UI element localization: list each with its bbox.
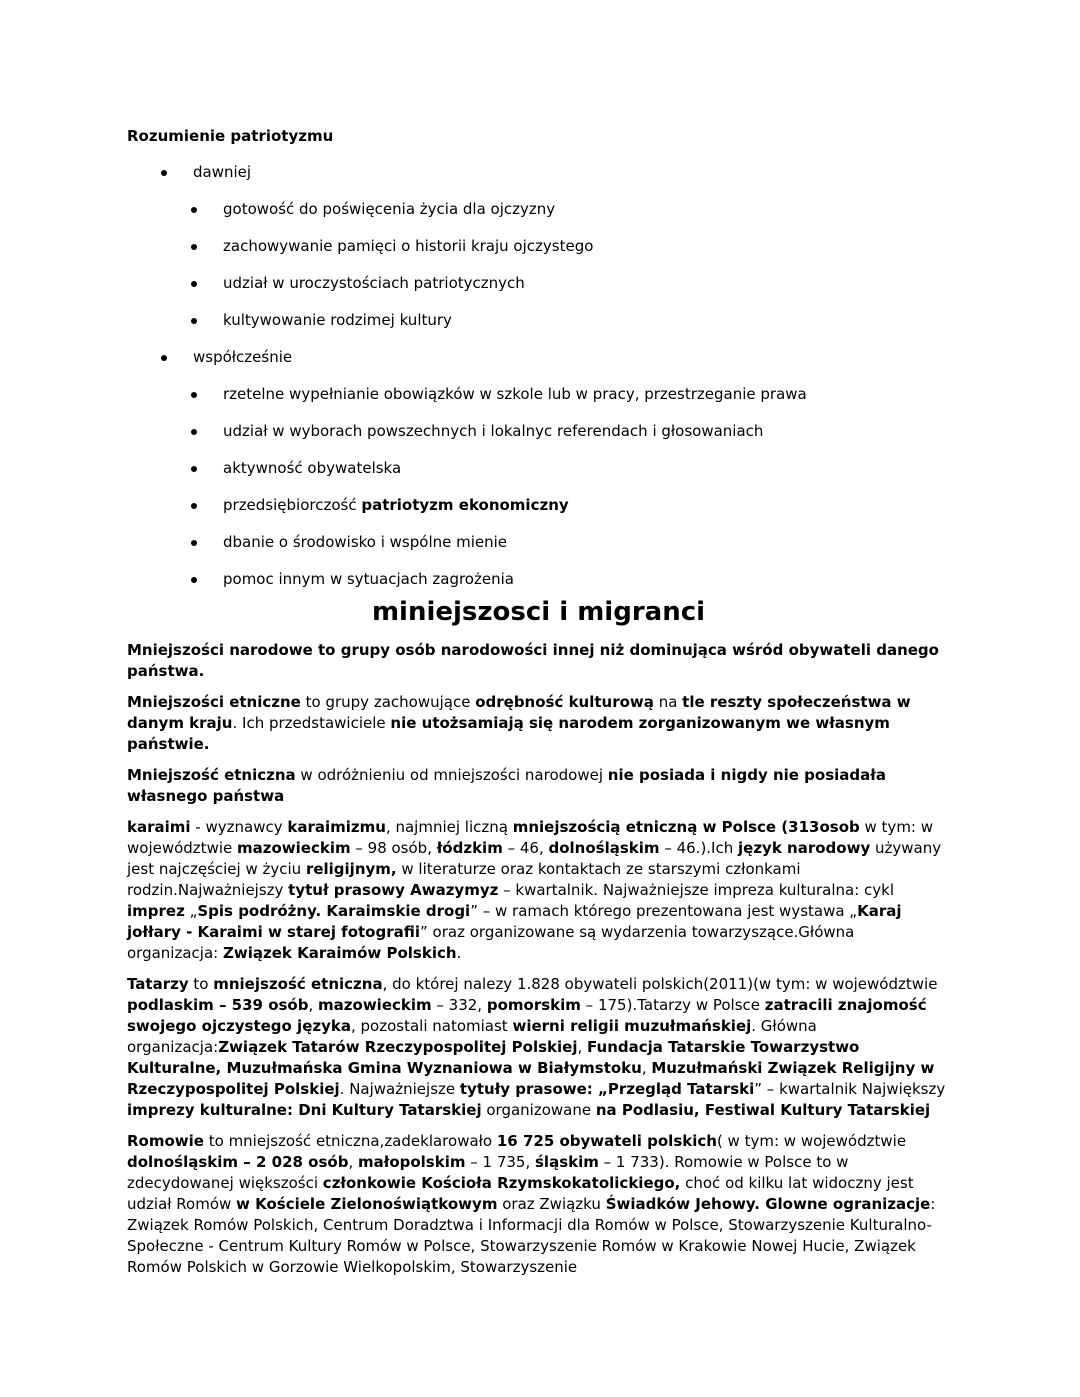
section-heading: miniejszosci i migranci	[371, 597, 706, 627]
list-item-text: przedsiębiorczość patriotyzm ekonomiczny	[223, 496, 569, 514]
bullet-icon	[191, 392, 197, 398]
list-item	[127, 421, 950, 442]
list-item	[127, 310, 950, 331]
list-item	[127, 162, 950, 183]
bullet-icon	[191, 244, 197, 250]
document-content	[127, 126, 950, 1288]
bullet-icon	[191, 318, 197, 324]
bullet-icon	[161, 355, 167, 361]
list-item	[127, 236, 950, 257]
list-item-text: aktywność obywatelska	[223, 459, 402, 477]
bullet-icon	[191, 207, 197, 213]
paragraph-ethnic-minorities: Mniejszości etniczne to grupy zachowujące odrębność kulturową na tle reszty społeczeństwa w danym kraju. Ich przedstawiciele nie utożsamiają się narodem zorganizowanym we własnym państwie.	[127, 693, 911, 753]
list-item	[127, 199, 950, 220]
paragraph-romowie: Romowie to mniejszość etniczna,zadeklarowało 16 725 obywateli polskich( w tym: w województwie dolnośląskim – 2 028 osób, małopolskim – 1 735, śląskim – 1 733). Romowie w Polsce to w zdecydowanej większości członkowie Kościoła Rzymskokatolickiego, choć od kilku lat widoczny jest udział Romów w Kościele Zielonoświątkowym oraz Związku Świadków Jehowy. Glowne ogranizacje: Związek Romów Polskich, Centrum Doradztwa i Informacji dla Romów w Polsce, Stowarzyszenie Kulturalno-Społeczne - Centrum Kultury Romów w Polsce, Stowarzyszenie Romów w Krakowie Nowej Hucie, Związek Romów Polskich w Gorzowie Wielkopolskim, Stowarzyszenie	[127, 1132, 936, 1276]
list-item-text: pomoc innym w sytuacjach zagrożenia	[223, 570, 514, 588]
list-item-label: dawniej	[193, 163, 252, 181]
bullet-icon	[191, 503, 197, 509]
bullet-icon	[191, 466, 197, 472]
bullet-icon	[191, 540, 197, 546]
list-item	[127, 569, 950, 590]
paragraph-ethnic-minority-no-state: Mniejszość etniczna w odróżnieniu od mniejszości narodowej nie posiada i nigdy nie posiadała własnego państwa	[127, 766, 886, 805]
list-item-label: współcześnie	[193, 348, 293, 366]
paragraph-karaimi: karaimi - wyznawcy karaimizmu, najmniej liczną mniejszością etniczną w Polsce (313osob w tym: w województwie mazowieckim – 98 osób, łódzkim – 46, dolnośląskim – 46.).Ich język narodowy używany jest najczęściej w życiu religijnym, w literaturze oraz kontaktach ze starszymi członkami rodzin.Najważniejszy tytuł prasowy Awazymyz – kwartalnik. Najważniejsze impreza kulturalna: cykl imprez „Spis podróżny. Karaimskie drogi” – w ramach którego prezentowana jest wystawa „Karaj jołłary - Karaimi w starej fotografii” oraz organizowane są wydarzenia towarzyszące.Główna organizacja: Związek Karaimów Polskich.	[127, 818, 942, 962]
bullet-icon	[191, 577, 197, 583]
list-item-text: zachowywanie pamięci o historii kraju ojczystego	[223, 237, 594, 255]
list-item-text: kultywowanie rodzimej kultury	[223, 311, 452, 329]
patriotism-bullet-list	[127, 162, 950, 590]
bullet-icon	[191, 281, 197, 287]
list-item-text: gotowość do poświęcenia życia dla ojczyzny	[223, 200, 556, 218]
paragraph-national-minorities: Mniejszości narodowe to grupy osób narodowości innej niż dominująca wśród obywateli danego państwa.	[127, 641, 939, 680]
list-item	[127, 273, 950, 294]
list-item-text: rzetelne wypełnianie obowiązków w szkole lub w pracy, przestrzeganie prawa	[223, 385, 807, 403]
list-item-text: udział w uroczystościach patriotycznych	[223, 274, 525, 292]
bullet-icon	[161, 170, 167, 176]
list-item	[127, 532, 950, 553]
list-item	[127, 495, 950, 516]
list-item-text: udział w wyborach powszechnych i lokalnyc referendach i głosowaniach	[223, 422, 764, 440]
paragraph-tatarzy: Tatarzy to mniejszość etniczna, do której nalezy 1.828 obywateli polskich(2011)(w tym: w województwie podlaskim – 539 osób, mazowieckim – 332, pomorskim – 175).Tatarzy w Polsce zatracili znajomość swojego ojczystego języka, pozostali natomiast wierni religii muzułmańskiej. Główna organizacja:Związek Tatarów Rzeczypospolitej Polskiej, Fundacja Tatarskie Towarzystwo Kulturalne, Muzułmańska Gmina Wyznaniowa w Białymstoku, Muzułmański Związek Religijny w Rzeczypospolitej Polskiej. Najważniejsze tytuły prasowe: „Przegląd Tatarski” – kwartalnik Największy imprezy kulturalne: Dni Kultury Tatarskiej organizowane na Podlasiu, Festiwal Kultury Tatarskiej	[127, 975, 946, 1119]
list-item	[127, 458, 950, 479]
intro-heading: Rozumienie patriotyzmu	[127, 127, 334, 145]
list-item	[127, 384, 950, 405]
list-item-text: dbanie o środowisko i wspólne mienie	[223, 533, 508, 551]
bullet-icon	[191, 429, 197, 435]
list-item	[127, 347, 950, 368]
